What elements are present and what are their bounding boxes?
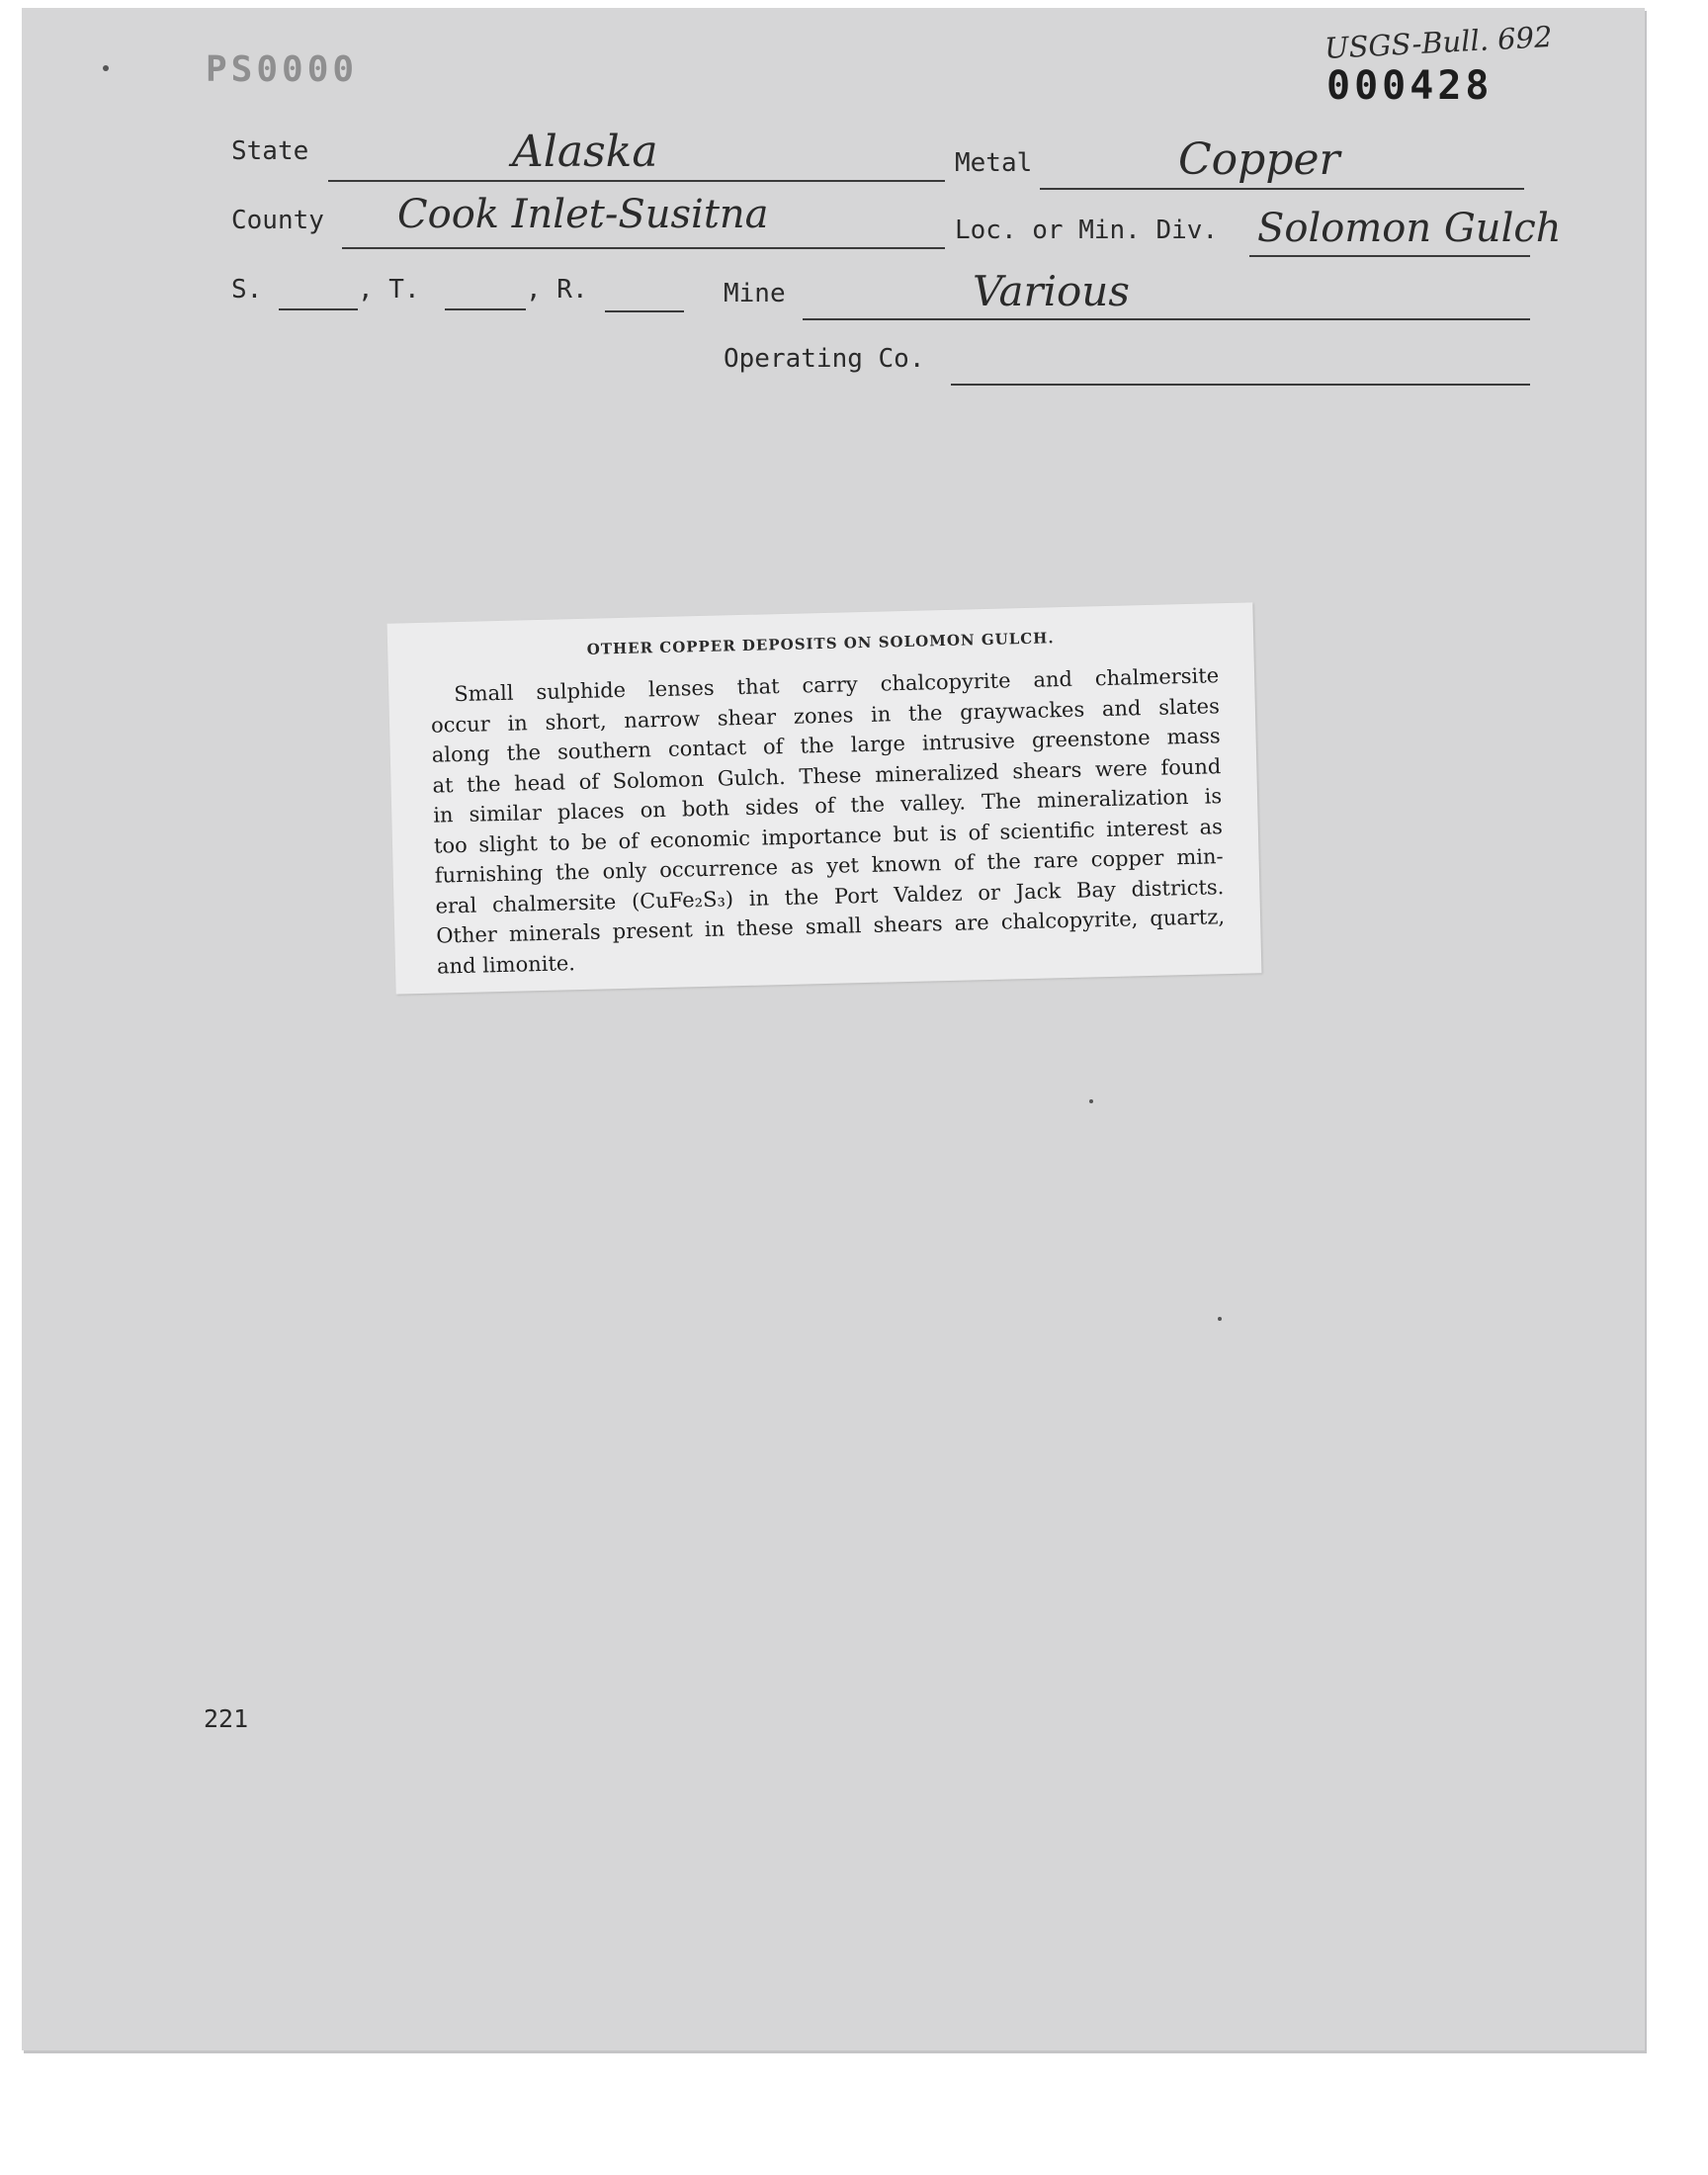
mine-label: Mine [724, 279, 786, 308]
loc-label: Loc. or Min. Div. [955, 216, 1219, 245]
record-card [22, 8, 1645, 2050]
stamp-left: PS0000 [206, 49, 359, 90]
clipping-line: Other minerals present in these small shears are chalcopyrite, quartz, [435, 905, 1226, 948]
metal-line [1040, 188, 1524, 190]
metal-value: Copper [1178, 134, 1340, 185]
state-label: State [231, 136, 309, 166]
clipping-line: too slight to be of economic importance but is of scientific interest as [433, 814, 1224, 858]
range-label: , R. [526, 275, 588, 304]
mine-line [803, 318, 1530, 320]
section-line [279, 308, 358, 310]
operating-co-label: Operating Co. [724, 344, 925, 374]
operating-co-line [951, 384, 1530, 386]
clipping-line: along the southern contact of the large intrusive greenstone mass [431, 724, 1221, 767]
township-label: , T. [358, 275, 420, 304]
speck [103, 65, 109, 71]
loc-value: Solomon Gulch [1257, 206, 1562, 251]
clipping-body [430, 660, 1226, 981]
county-label: County [231, 206, 324, 235]
township-line [445, 308, 526, 310]
county-value: Cook Inlet-Susitna [397, 192, 769, 237]
metal-label: Metal [955, 148, 1033, 178]
clipping-title: OTHER COPPER DEPOSITS ON SOLOMON GULCH. [586, 629, 1055, 658]
mine-value: Various [973, 267, 1130, 315]
record-number: 000428 [1326, 63, 1494, 109]
speck [1218, 1317, 1222, 1321]
page-number: 221 [204, 1704, 249, 1733]
range-line [605, 310, 684, 312]
clipping-line: furnishing the only occurrence as yet known of the rare copper min- [434, 844, 1224, 888]
clipping-line: Small sulphide lenses that carry chalcopyrite and chalmersite [454, 663, 1220, 707]
clipping-line: in similar places on both sides of the valley. The mineralization is [433, 784, 1223, 827]
speck [1089, 1099, 1093, 1103]
loc-line [1249, 255, 1530, 257]
state-line [328, 180, 945, 182]
clipping-line: and limonite. [436, 950, 576, 979]
clipping-line: eral chalmersite (CuFe₂S₃) in the Port Valdez or Jack Bay districts. [435, 874, 1225, 918]
reference-note: USGS-Bull. 692 [1324, 19, 1554, 66]
clipping-line: occur in short, narrow shear zones in the graywackes and slates [430, 693, 1221, 738]
clipping-line: at the head of Solomon Gulch. These mineralized shears were found [432, 753, 1222, 798]
newspaper-clipping [387, 602, 1262, 994]
section-label: S. [231, 275, 263, 304]
state-value: Alaska [512, 127, 658, 177]
county-line [342, 247, 945, 249]
